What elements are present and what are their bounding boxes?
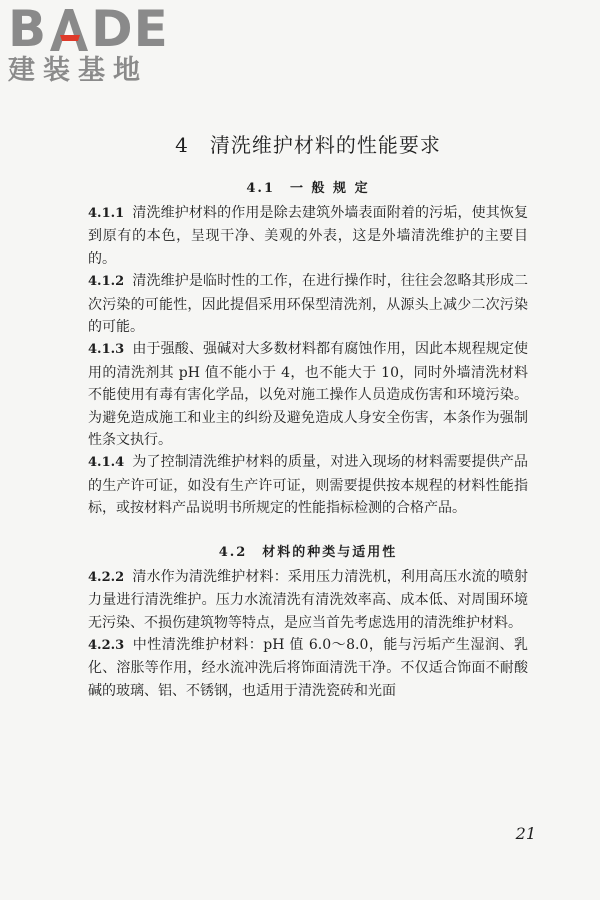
clause-number: 4.2.2 [88,569,125,585]
clause-text: 清洗维护是临时性的工作，在进行操作时，往往会忽略其形成二次污染的可能性，因此提倡采用环保型清洗剂，从源头上减少二次污染的可能。 [88,273,528,336]
logo-a-icon [48,7,90,51]
clause-text: 由于强酸、强碱对大多数材料都有腐蚀作用，因此本规程规定使用的清洗剂其 pH 值不能小于 4，也不能大于 10，同时外墙清洗材料不能使用有毒有害化学品，以免对施工操作人员造成伤害和环境污染。为避免造成施工和业主的纠纷及避免造成人身安全伤害，本条作为强制性条文执行。 [88,341,528,449]
page-content [88,130,528,702]
clause-text: 中性清洗维护材料：pH 值 6.0～8.0，能与污垢产生湿润、乳化、溶胀等作用，经水流冲洗后将饰面清洗干净。不仅适合饰面不耐酸碱的玻璃、铝、不锈钢，也适用于清洗瓷砖和光面 [88,636,528,699]
clause-number: 4.1.4 [88,455,125,471]
clause-4-2-3 [88,634,528,702]
clause-number: 4.2.3 [88,637,125,653]
logo-letters-de: DE [91,0,169,58]
logo-wordmark [8,0,178,58]
clause-4-1-3 [88,338,528,451]
logo-letter-b: B [8,0,48,58]
clause-4-2-2 [88,566,528,634]
page-number: 21 [515,824,536,843]
clause-4-1-1 [88,202,528,270]
clause-4-1-2 [88,270,528,338]
clause-number: 4.1.1 [88,206,125,221]
logo-subtitle: 建装基地 [8,55,148,86]
logo [8,0,178,86]
clause-text: 为了控制清洗维护材料的质量，对进入现场的材料需要提供产品的生产许可证，如没有生产许可证，则需要提供按本规程的材料性能指标，或按材料产品说明书所规定的性能指标检测的合格产品。 [88,454,528,517]
section-title-4-2: 4.2 材料的种类与适用性 [218,544,398,560]
chapter-title: 4 清洗维护材料的性能要求 [175,133,441,157]
section-title-4-1: 4.1 一 般 规 定 [246,181,370,196]
clause-4-1-4 [88,451,528,519]
clause-text: 清洗维护材料的作用是除去建筑外墙表面附着的污垢，使其恢复到原有的本色，呈现干净、美观的外表，这是外墙清洗维护的主要目的。 [88,205,528,267]
clause-number: 4.1.3 [88,342,125,358]
clause-number: 4.1.2 [88,274,125,290]
clause-text: 清水作为清洗维护材料：采用压力清洗机，利用高压水流的喷射力量进行清洗维护。压力水流清洗有清洗效率高、成本低、对周围环境无污染、不损伤建筑物等特点，是应当首先考虑选用的清洗维护材料。 [88,568,528,631]
